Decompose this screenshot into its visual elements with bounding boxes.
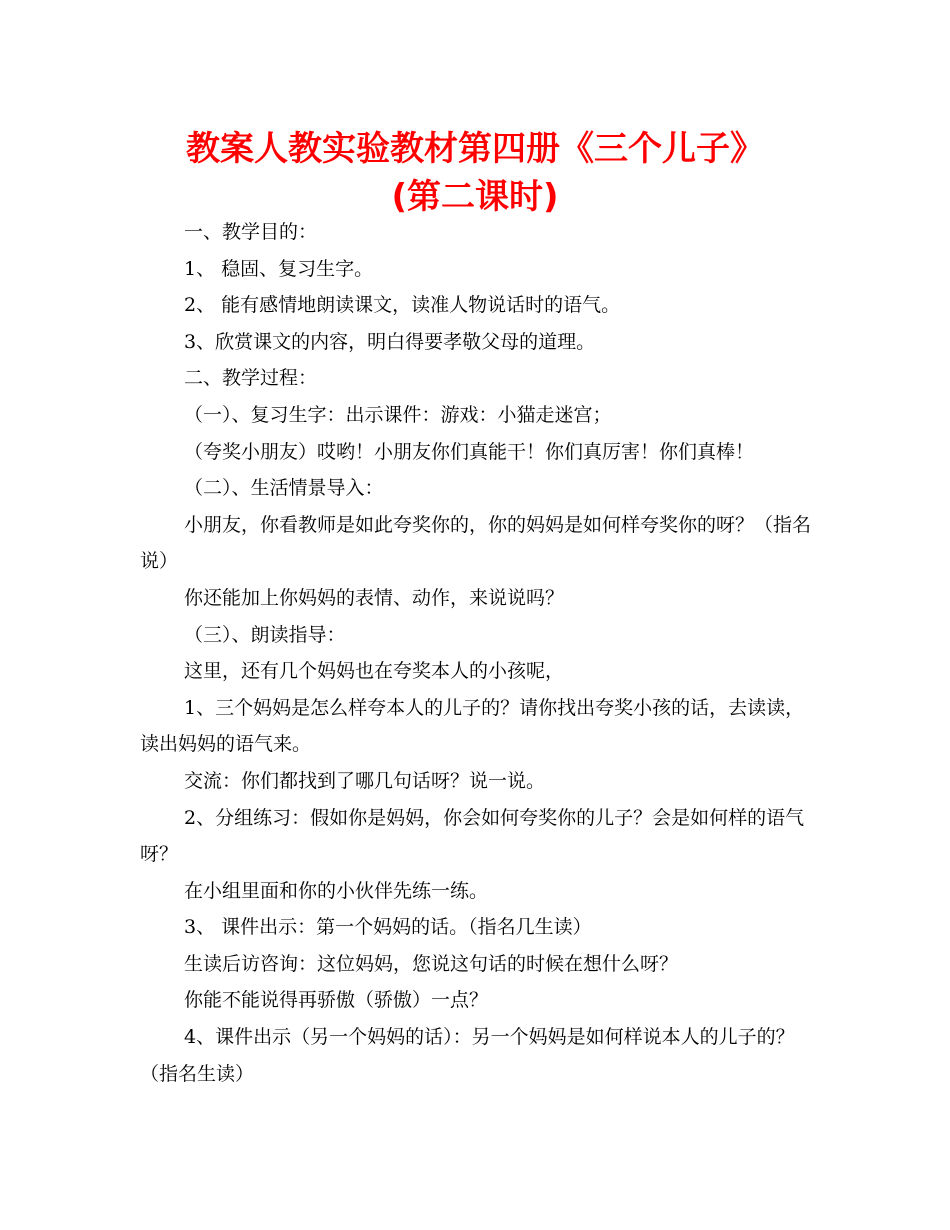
process-step: （三）、朗读指导： (184, 623, 346, 646)
objective-item: 2、 能有感情地朗读课文，读准人物说话时的语气。 (184, 294, 621, 317)
objective-item: 1、 稳固、复习生字。 (184, 257, 374, 280)
objective-item: 3、欣赏课文的内容，明白得要孝敬父母的道理。 (184, 330, 596, 353)
paragraph: 生读后访咨询：这位妈妈，您说这句话的时候在想什么呀？ (184, 952, 679, 975)
paragraph: 3、 课件出示：第一个妈妈的话。（指名几生读） (184, 916, 592, 939)
section-heading-process: 二、教学过程： (184, 367, 318, 390)
paragraph: （夸奖小朋友）哎哟！小朋友你们真能干！你们真厉害！你们真棒！ (184, 440, 755, 463)
paragraph: 小朋友，你看教师是如此夸奖你的，你的妈妈是如何样夸奖你的呀？（指名说） (140, 513, 812, 573)
paragraph: 这里，还有几个妈妈也在夸奖本人的小孩呢， (184, 660, 565, 683)
document-body (140, 214, 812, 1092)
document-title-line-1: 教案人教实验教材第四册《三个儿子》 (186, 129, 764, 169)
process-step: （二）、生活情景导入： (184, 477, 384, 500)
paragraph: 你能不能说得再骄傲（骄傲）一点？ (184, 989, 489, 1012)
paragraph: 4、课件出示（另一个妈妈的话）：另一个妈妈是如何样说本人的儿子的？（指名生读） (140, 1026, 795, 1085)
paragraph: 交流：你们都找到了哪几句话呀？说一说。 (184, 769, 546, 792)
paragraph: 1、三个妈妈是怎么样夸本人的儿子的？请你找出夸奖小孩的话，去读读，读出妈妈的语气来。 (140, 696, 805, 756)
paragraph: 你还能加上你妈妈的表情、动作，来说说吗？ (184, 586, 565, 609)
section-heading-objectives: 一、教学目的： (184, 221, 318, 243)
process-step: （一）、复习生字：出示课件：游戏：小猫走迷宫； (184, 403, 612, 426)
paragraph: 2、分组练习：假如你是妈妈，你会如何夸奖你的儿子？会是如何样的语气呀？ (140, 806, 805, 866)
paragraph: 在小组里面和你的小伙伴先练一练。 (184, 879, 489, 902)
document-title-line-2: (第二课时) (391, 177, 559, 217)
